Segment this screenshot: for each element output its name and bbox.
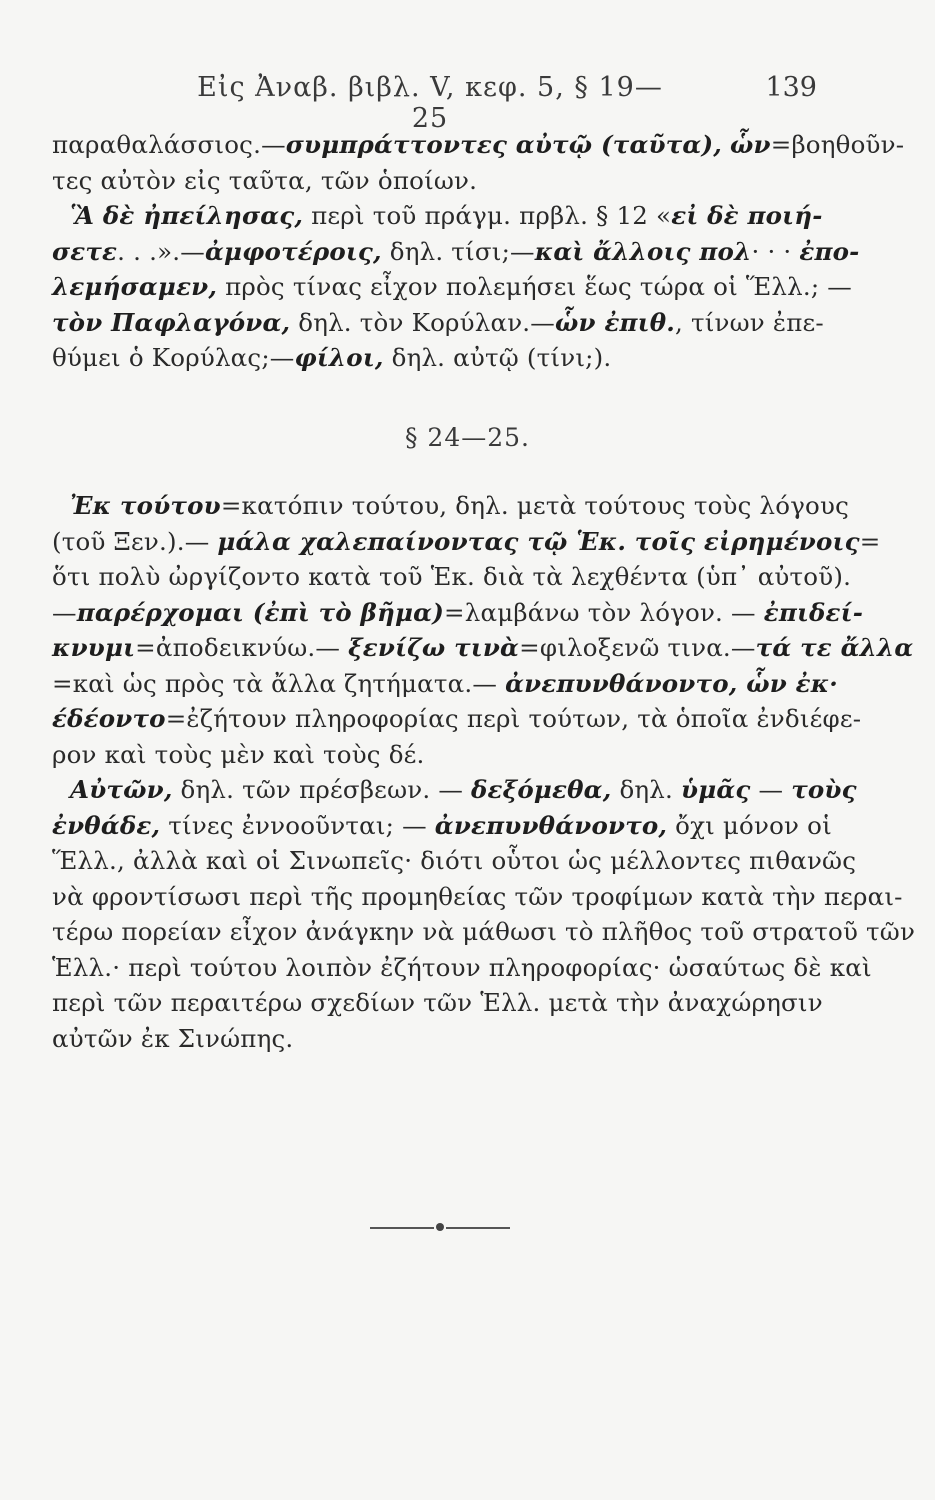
text-line [52, 198, 823, 234]
lemma: τοὺς [791, 775, 857, 804]
lemma: ἀνεπυνθάνοντο, [434, 810, 668, 840]
end-ornament [370, 1222, 510, 1234]
lemma: ξενίζω τινὰ [348, 633, 520, 662]
lemma: ἀμφοτέροις, [204, 236, 382, 266]
gloss-text: Ἕλλ., ἀλλὰ καὶ οἱ Σινωπεῖς· διότι οὗτοι ὡς μέλλοντες πιθανῶς [52, 846, 857, 875]
gloss-text: =λαμβάνω τὸν λόγον. — [444, 597, 764, 627]
gloss-text: =βοηθοῦν- [770, 130, 905, 159]
lemma: δεξόμεθα, [471, 775, 612, 804]
gloss-text: τίνες ἐννοοῦνται; — [160, 810, 435, 840]
ornament-dot [436, 1223, 444, 1231]
gloss-text: =κατόπιν τούτου, δηλ. μετὰ τούτους τοὺς λόγους [220, 491, 850, 520]
gloss-text [722, 130, 730, 159]
lemma: ἐπο- [799, 236, 860, 266]
gloss-text: =φιλοξενῶ τινα.— [519, 633, 756, 662]
gloss-text: ὅτι πολὺ ὠργίζοντο κατὰ τοῦ Ἑκ. διὰ τὰ λεχθέντα (ὑπ᾽ αὐτοῦ). [52, 562, 852, 591]
gloss-text: . . .».— [117, 236, 205, 266]
commentary-block-1 [52, 127, 905, 376]
ornament-rule-right [446, 1227, 510, 1229]
lemma: μάλα χαλεπαίνοντας τῷ Ἑκ. τοῖς εἰρημένοις [217, 526, 860, 556]
gloss-text: δηλ. τίσι;— [381, 236, 535, 266]
lemma: ἀνεπυνθάνοντο, ὧν ἐκ· [505, 668, 839, 698]
gloss-text: — [52, 597, 77, 627]
lemma: ἐνθάδε, [52, 810, 161, 840]
text-line [52, 808, 832, 844]
lemma: ὑμᾶς [681, 775, 751, 804]
gloss-text: δηλ. [611, 775, 681, 804]
gloss-text: ρον καὶ τοὺς μὲν καὶ τοὺς δέ. [52, 739, 425, 769]
gloss-text: νὰ φροντίσωσι περὶ τῆς προμηθείας τῶν τροφίμων κατὰ τὴν περαι- [52, 881, 903, 911]
lemma: ἐπιδεί- [763, 597, 864, 627]
lemma: κνυμι [52, 633, 136, 662]
lemma: ὧν [729, 130, 771, 159]
text-line [52, 269, 852, 305]
text-line [52, 843, 857, 879]
gloss-text: δηλ. τὸν Κορύλαν.— [290, 307, 555, 337]
text-line [52, 524, 881, 560]
text-line [52, 163, 812, 199]
running-head: Εἰς Ἀναβ. βιβλ. V, κεφ. 5, § 19—25 [197, 72, 663, 134]
gloss-text: πρὸς τίνας εἶχον πολεμήσει ἕως τώρα οἱ Ἕλλ.; — [217, 272, 852, 301]
lemma: Αὐτῶν, [70, 775, 173, 804]
gloss-text: , τίνων ἐπε- [675, 307, 824, 337]
text-line [52, 1021, 812, 1057]
gloss-text: (τοῦ Ξεν.).— [52, 526, 218, 556]
lemma: συμπράττοντες αὐτῷ (ταῦτα), [285, 130, 722, 159]
commentary-block-2 [52, 488, 916, 1056]
text-line [52, 737, 812, 773]
text-line [52, 127, 905, 163]
text-line [52, 879, 903, 915]
lemma: ὧν ἐπιθ. [554, 307, 675, 337]
section-heading: § 24—25. [404, 423, 531, 452]
gloss-text: περὶ τοῦ πράγμ. πρβλ. § 12 « [303, 201, 672, 230]
lemma: λεμήσαμεν, [52, 272, 218, 301]
text-line [52, 559, 852, 595]
text-line [52, 488, 850, 524]
gloss-text: Ἑλλ.· περὶ τούτου λοιπὸν ἐζήτουν πληροφορίας· ὡσαύτως δὲ καὶ [52, 952, 872, 982]
gloss-text: δηλ. αὐτῷ (τίνι;). [383, 343, 612, 372]
text-line [52, 772, 857, 808]
gloss-text: — [750, 775, 792, 804]
gloss-text: = [859, 526, 881, 556]
text-line [52, 234, 860, 270]
lemma: φίλοι, [294, 343, 384, 372]
lemma: παρέρχομαι (ἐπὶ τὸ βῆμα) [76, 597, 445, 627]
lemma: Ἃ δὲ ἠπείλησας, [70, 201, 304, 230]
text-line [52, 340, 812, 376]
text-line [52, 985, 823, 1021]
gloss-text: αὐτῶν ἐκ Σινώπης. [52, 1023, 294, 1053]
gloss-text: =καὶ ὡς πρὸς τὰ ἄλλα ζητήματα.— [52, 668, 506, 698]
gloss-text: δηλ. τῶν πρέσβεων. — [172, 775, 472, 804]
lemma: έδέοντο [52, 704, 166, 733]
lemma: τὸν Παφλαγόνα, [52, 307, 291, 337]
gloss-text: · · · [751, 236, 800, 266]
text-line [52, 666, 839, 702]
lemma: Ἐκ τούτου [70, 491, 221, 520]
gloss-text: =ἐζήτουν πληροφορίας περὶ τούτων, τὰ ὁποῖα ἐνδιέφε- [165, 704, 862, 733]
gloss-text: ὄχι μόνον οἱ [667, 810, 832, 840]
text-line [52, 630, 914, 666]
text-line [52, 950, 872, 986]
gloss-text: τες αὐτὸν εἰς ταῦτα, τῶν ὁποίων. [52, 165, 478, 195]
text-line [52, 914, 916, 950]
gloss-text: περὶ τῶν περαιτέρω σχεδίων τῶν Ἑλλ. μετὰ τὴν ἀναχώρησιν [52, 988, 823, 1017]
gloss-text: παραθαλάσσιος.— [52, 130, 286, 159]
lemma: σετε [52, 236, 118, 266]
page-header [0, 72, 935, 134]
lemma: καὶ ἄλλοις πολ [534, 236, 752, 266]
page-number: 139 [765, 72, 817, 103]
ornament-rule-left [370, 1227, 434, 1229]
lemma: τά τε ἄλλα [755, 633, 914, 662]
gloss-text: =ἀποδεικνύω.— [135, 633, 349, 662]
lemma: εἰ δὲ ποιή- [671, 201, 823, 230]
gloss-text: θύμει ὁ Κορύλας;— [52, 343, 295, 372]
text-line [52, 595, 864, 631]
text-line [52, 305, 824, 341]
gloss-text: τέρω πορείαν εἶχον ἀνάγκην νὰ μάθωσι τὸ πλῆθος τοῦ στρατοῦ τῶν [52, 917, 916, 946]
text-line [52, 701, 862, 737]
